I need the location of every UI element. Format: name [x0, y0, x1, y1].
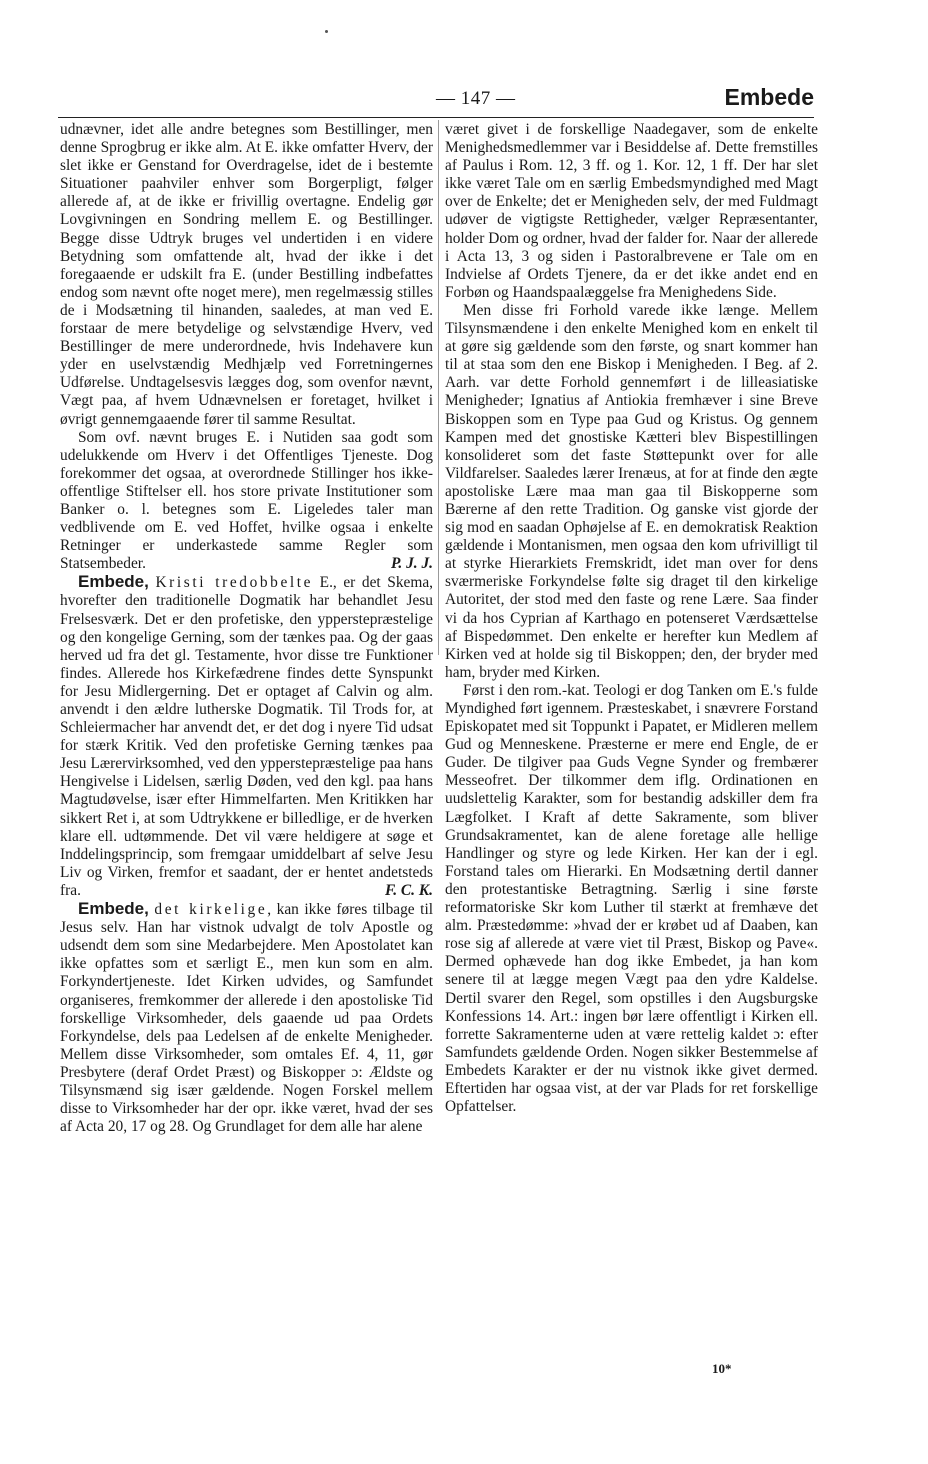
paragraph-continuation: udnævner, idet alle andre betegnes som Bestillinger, men denne Sprogbrug er ikke alm. At E. ikke omfatter Hverv, der slet ikke er Genstand for Overdragelse, idet de i bestemte Situationer paahviler enhver som Borgerpligt, følger allerede af, at de ikke er frivillig overtagne. Endelig gør Lovgivningen en Sondring mellem E. og Bestillinger. Begge disse Udtryk bruges vel undertiden i en videre Betydning som omfattende alt, hvad der ikke i det foregaaende er udskilt fra E. (under Bestilling indbefattes endog som nævnt ofte noget mere), men regelmæssig stilles de i Modsætning til hinanden, saaledes, at man ved E. forstaar de mere betydelige og selvstændige Hverv, ved Bestillinger de mere underordnede, hvis Indehavere kun yder en uselvstændig Medhjælp ved Forretningernes Udførelse. Undtagelsesvis lægges dog, som ovenfor nævnt, Vægt paa, af hvem Udnævnelsen er foretaget, hvilket i øvrigt gennemgaaende fører til samme Resultat. [60, 121, 433, 428]
entry-text: E., er det Skema, hvorefter den traditionelle Dogmatik har behandlet Jesu Frelsesværk. Det er den profetiske, den ypperstepræstelige og den kongelige Gerning, som der tænkes paa. Og der gaas herved ud fra det gl. Testamente, hvor disse tre Funktioner findes. Allerede hos Kirkefædrene findes dette Synspunkt for Jesu Midlergerning. Det er optaget af Calvin og alm. anvendt i den ældre lutherske Dogmatik. Til Trods for, at Schleiermacher har anvendt det, er det dog i nyere Tid udsat for stærk Kritik. Ved den profetiske Gerning tænkes paa Jesu Lærervirksomhed, ved den ypperstepræstelige paa hans Hengivelse i Lidelsen, særlig Døden, ved den kgl. paa hans Magtudøvelse, især efter Himmelfarten. Men Kritikken har sikkert Ret i, at som Udtrykkene er billedlige, er de hverken klare ell. udtømmende. Det vil være heldigere at søge et Inddelingsprincip, som fremgaar umiddelbart af selve Jesu Liv og Virken, fremfor et saadant, der er hentet andetsteds fra. [60, 574, 433, 899]
entry-subtitle: Kristi tredobbelte [155, 574, 314, 592]
entry-det-kirkelige [60, 900, 433, 1136]
left-column [60, 121, 433, 1136]
entry-headword: Embede, [78, 572, 149, 592]
entry-text: , kan ikke føres tilbage til Jesus selv. Han har vistnok udvalgt de tolv Apostle og udsendt dem som sine Medarbejdere. Men Apostolatet kan ikke opfattes som et særligt E., men kun som en alm. Forkyndertjeneste. Idet Kirken udvides, og Samfundet organiseres, fremkommer der allerede i den apostoliske Tid forskellige Virksomheder, dels gaaende ud paa Ordets Forkyndelse, dels paa Ledelsen af de enkelte Menigheder. Mellem disse Virksomheder, som omtales Ef. 4, 11, gør Presbytere (deraf Ordet Præst) og Biskopper ɔ: Ældste og Tilsynsmænd sig især gældende. Nogen Forskel mellem disse to Virksomheder har der opr. ikke været, hvad der ses af Acta 20, 17 og 28. Og Grundlaget for dem alle har alene [60, 901, 433, 1136]
paragraph [60, 429, 433, 574]
speck [325, 30, 328, 33]
paragraph: Men disse fri Forhold varede ikke længe. Mellem Tilsynsmændene i den enkelte Menighed kom en enkelt til at gøre sig gældende som den første, og snart kommer han til at staa som den ene Biskop i Menigheden. I Beg. af 2. Aarh. var dette Forhold gennemført i de lilleasiatiske Menigheder; Ignatius af Antiokia fremhæver i sine Breve Biskoppen som en Type paa Gud og Kristus. Og gennem Kampen med det gnostiske Kætteri blev Bispestillingen konsolideret som det faste Støttepunkt over for alle Vildfarelser. Saaledes lærer Irenæus, at for at finde den ægte apostoliske Lære maa man gaa til Biskopperne som Bærerne af den rette Tradition. Og ganske vist gjorde der sig mod en saadan Ophøjelse af E. en demokratisk Reaktion gældende i Montanismen, men ogsaa den kom ufrivilligt til at styrke Hierarkiets Fremskridt, idet man over for dens sværmeriske Forkyndelse følte sig draget til den kirkelige Autoritet, der stod med den faste og rene Lære. Saa finder vi da hos Cyprian af Karthago en potenseret Værdsættelse af Bispedømmet. Den enkelte er herefter kun Medlem af Kirken ved at holde sig til Biskoppen; den, der bryder med ham, bryder med Kirken. [445, 301, 818, 681]
page-number: — 147 — [436, 88, 516, 109]
page-header [58, 84, 814, 114]
entry-headword: Embede, [78, 899, 149, 919]
header-rule [58, 117, 814, 118]
author-signature: F. C. K. [384, 881, 433, 899]
column-divider [438, 120, 439, 655]
entry-kristi-tredobbelte [60, 573, 433, 900]
right-column [445, 121, 818, 1116]
signature-mark: 10* [712, 1361, 732, 1376]
paragraph: Først i den rom.-kat. Teologi er dog Tanken om E.'s fulde Myndighed ført igennem. Præsteskabet, i snævrere Forstand Episkopatet med sit Toppunkt i Papatet, er Midleren mellem Gud og Menneskene. Præsterne er mere end Engle, de er Guder. De tilgiver paa Guds Vegne Synder og frembærer Messeofret. Der tilkommer dem iflg. Ordinationen en uudslettelig Karakter, som for bestandig adskiller dem fra Lægfolket. I Kraft af dette Sakramente, som bliver Grundsakramentet, kan de alene foretage alle hellige Handlinger og styre og lede Kirken. Her kan der i egl. Forstand tales om Hierarki. En Modsætning dertil danner den protestantiske Betragtning. Særlig i sine første reformatoriske Skr kom Luther til stærkt at fremhæve det alm. Præstedømme: »hvad der er krøbet ud af Daaben, kan rose sig af allerede at være viet til Præst, Biskop og Pave«. Dermed ophævede han dog ikke Embedet, ja han kom senere til at lægge megen Vægt paa den ydre Kaldelse. Dertil svarer den Regel, som opstilles i den Augsburgske Konfessions 14. Art.: ingen bør lære offentligt i Kirken ell. forrette Sakramenterne uden at være rettelig kaldet ɔ: efter Samfundets gældende Orden. Nogen sikker Bestemmelse af Embedets Karakter er der nu vistnok ikke givet dermed. Eftertiden har ogsaa vist, at der var Plads for ret forskellige Opfattelser. [445, 681, 818, 1116]
paragraph-continuation: været givet i de forskellige Naadegaver, som de enkelte Menighedsmedlemmer var i Besiddelse af. Dette fremstilles af Paulus i Rom. 12, 3 ff. og 1. Kor. 12, 1 ff. Der har slet ikke været Tale om en særlig Embedsmyndighed med Magt over de Enkelte; det er Menigheden selv, der med Fuldmagt udøver de vigtigste Rettigheder, vælger Repræsentanter, holder Dom og ordner, hvad der falder for. Naar der allerede i Acta 13, 3 og siden i Pastoralbrevene er Tale om en Indvielse af Ordets Tjenere, da er det ikke andet end en Forbøn og Haandspaalæggelse fra Menighedens Side. [445, 121, 818, 301]
author-signature: P. J. J. [390, 555, 433, 573]
entry-subtitle: det kirkelige [154, 901, 268, 919]
paragraph-text: Som ovf. nævnt bruges E. i Nutiden saa godt som udelukkende om Hverv i det Offentliges Tjeneste. Dog forekommer det ogsaa, at overordnede Stillinger hos ikke-offentlige Stiftelser ell. hos store private Institutioner som Banker o. l. betegnes som E. Ligeledes taler man vedblivende om E. ved Hoffet, hvilke ogsaa i enkelte Retninger er underkastede samme Regler som Statsembeder. [60, 428, 433, 573]
running-head: Embede [724, 84, 814, 110]
